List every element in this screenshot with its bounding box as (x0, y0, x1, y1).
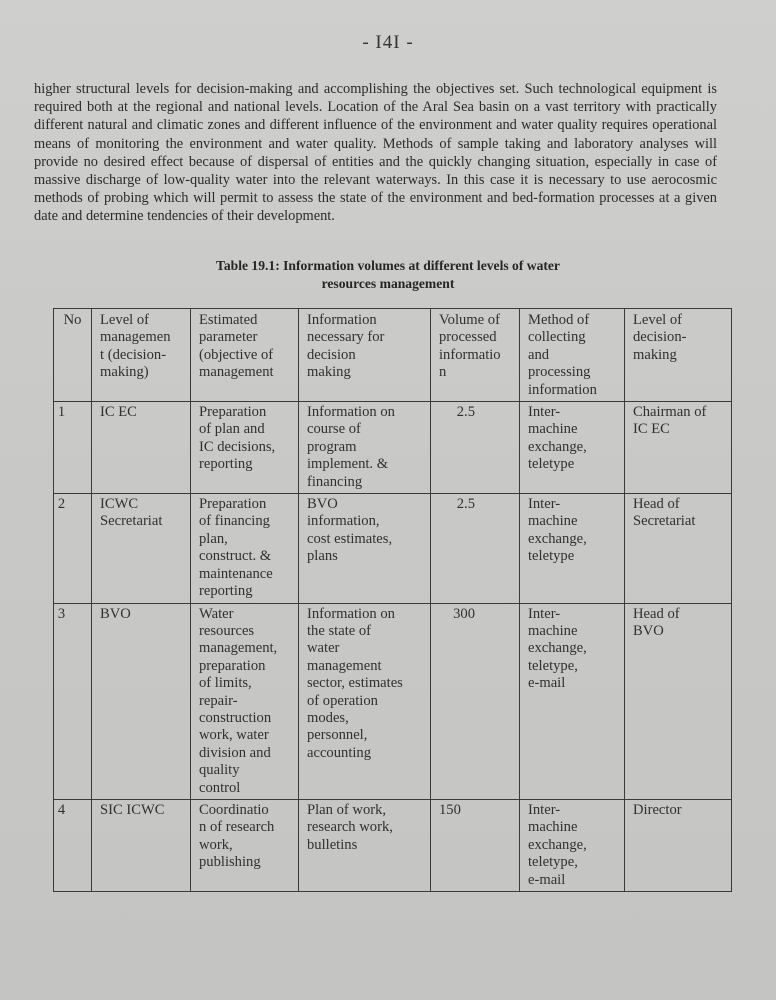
intro-paragraph: higher structural levels for decision-making and accomplishing the objectives set. Such technological equipment is required both at the regional and national levels. Location of the Aral Sea basin on a vast territory with practically different natural and climatic zones and different influence of the environment and water quality requires operational means of monitoring the environment and water quality. Methods of sample taking and laboratory analyses will provide no desired effect because of dispersal of entities and the quickly changing situation, especially in case of massive discharge of low-quality water into the relevant waterways. In this case it is necessary to use aerocosmic methods of probing which will permit to assess the state of the environment and bed-formation processes at a given date and determine tendencies of their development. (34, 81, 717, 225)
row-method: Inter- machine exchange, teletype, e-mail (520, 603, 625, 799)
row-no: 1 (54, 402, 92, 494)
row-level: BVO (92, 603, 191, 799)
table-row (54, 603, 732, 799)
row-information: Information on the state of water management sector, estimates of operation modes, personnel, accounting (299, 603, 431, 799)
row-decision-level: Chairman of IC EC (625, 402, 732, 494)
header-no: No (54, 309, 92, 402)
row-decision-level: Head of Secretariat (625, 494, 732, 603)
header-method-of-collecting: Method of collecting and processing information (520, 309, 625, 402)
row-level: IC EC (92, 402, 191, 494)
header-level-of-decision-making: Level of decision- making (625, 309, 732, 402)
row-parameter: Preparation of financing plan, construct. & maintenance reporting (191, 494, 299, 603)
row-information: Information on course of program implement. & financing (299, 402, 431, 494)
row-decision-level: Director (625, 799, 732, 891)
row-parameter: Water resources management, preparation of limits, repair- construction work, water division and quality control (191, 603, 299, 799)
row-no: 2 (54, 494, 92, 603)
header-information-necessary: Information necessary for decision making (299, 309, 431, 402)
row-method: Inter- machine exchange, teletype (520, 402, 625, 494)
row-parameter: Preparation of plan and IC decisions, reporting (191, 402, 299, 494)
header-volume-of-information: Volume of processed informatio n (431, 309, 520, 402)
row-method: Inter- machine exchange, teletype (520, 494, 625, 603)
row-method: Inter- machine exchange, teletype, e-mail (520, 799, 625, 891)
row-decision-level: Head of BVO (625, 603, 732, 799)
row-volume: 300 (431, 603, 520, 799)
header-estimated-parameter: Estimated parameter (objective of management (191, 309, 299, 402)
row-no: 4 (54, 799, 92, 891)
table-caption (170, 257, 606, 293)
table-caption-line-1: Table 19.1: Information volumes at different levels of water (216, 258, 560, 273)
row-level: SIC ICWC (92, 799, 191, 891)
table-caption-line-2: resources management (321, 276, 455, 291)
row-no: 3 (54, 603, 92, 799)
table-row (54, 494, 732, 603)
row-volume: 2.5 (431, 494, 520, 603)
row-volume: 150 (431, 799, 520, 891)
row-level: ICWC Secretariat (92, 494, 191, 603)
row-information: BVO information, cost estimates, plans (299, 494, 431, 603)
table-row (54, 402, 732, 494)
information-volumes-table (53, 308, 732, 892)
row-information: Plan of work, research work, bulletins (299, 799, 431, 891)
row-volume: 2.5 (431, 402, 520, 494)
table-header-row (54, 309, 732, 402)
page-number: - I4I - (362, 32, 414, 53)
row-parameter: Coordinatio n of research work, publishing (191, 799, 299, 891)
header-level-of-management: Level of managemen t (decision- making) (92, 309, 191, 402)
table-row (54, 799, 732, 891)
